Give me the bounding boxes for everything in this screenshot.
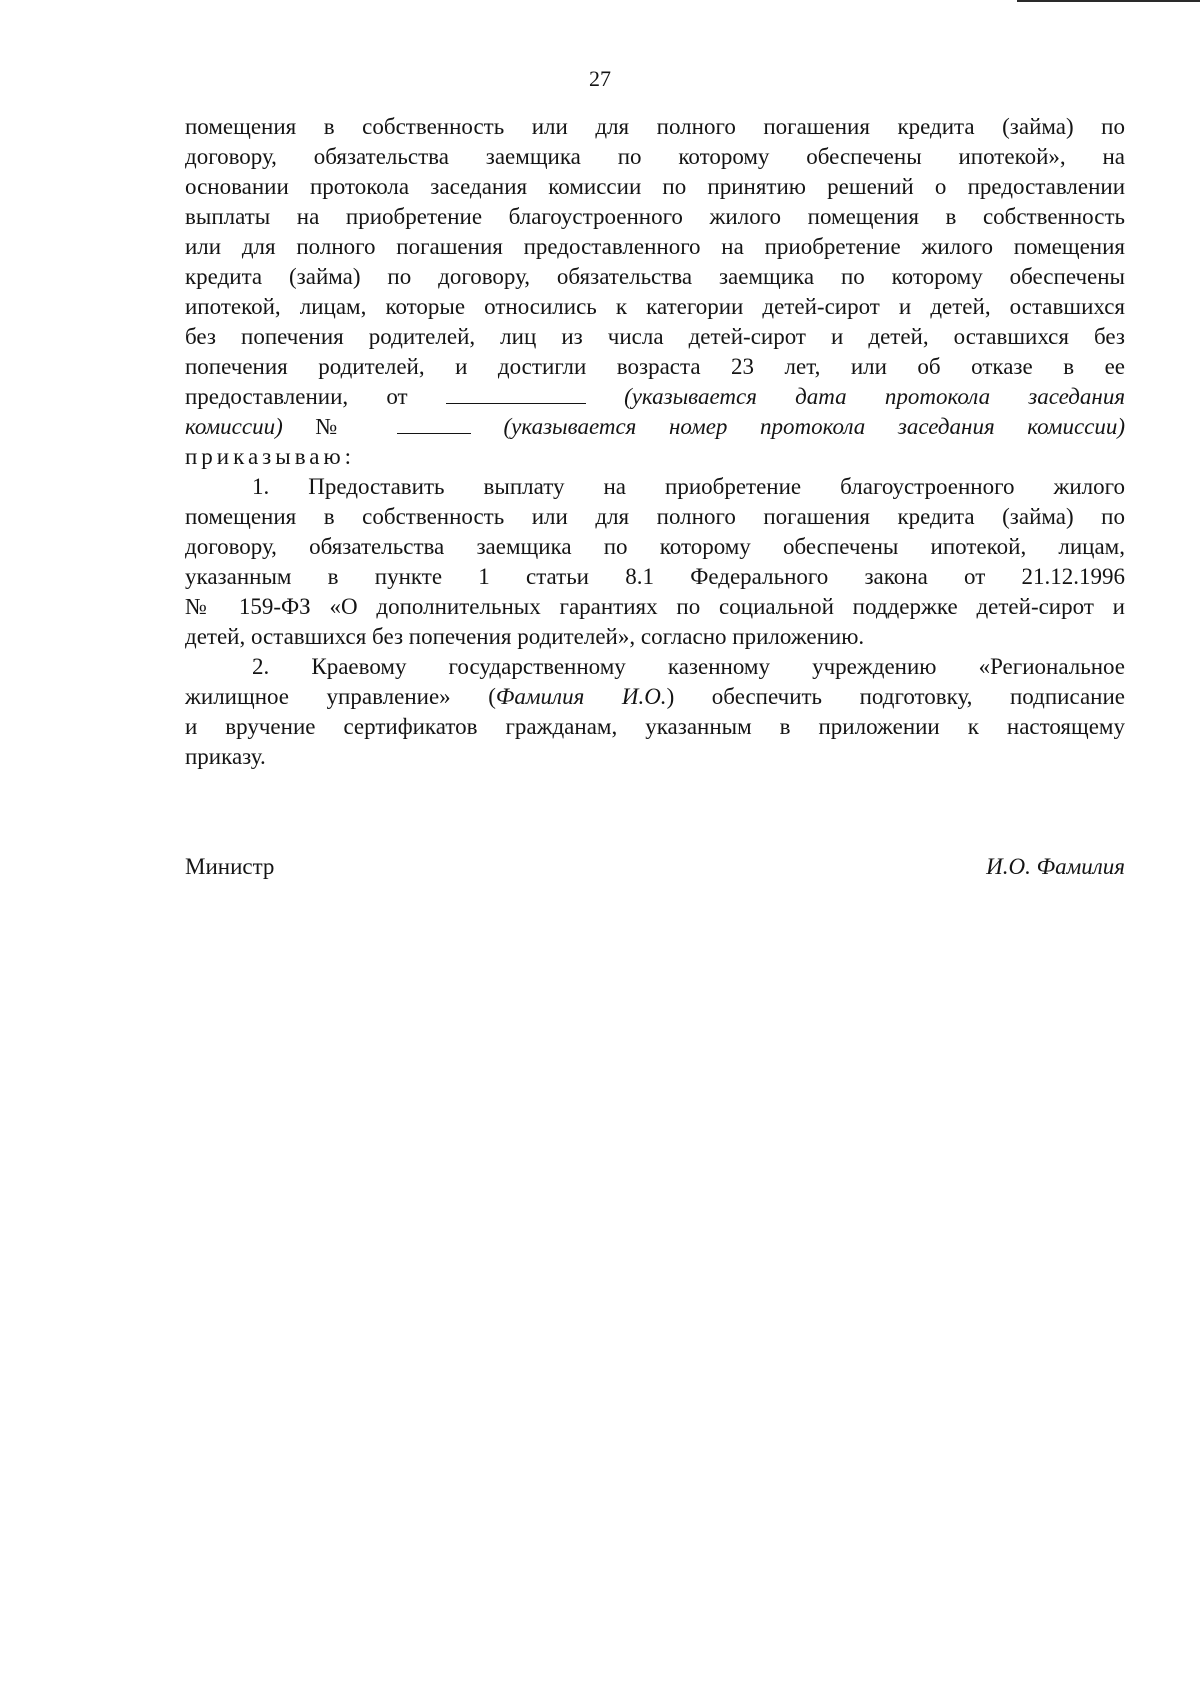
item-2-line: и вручение сертификатов гражданам, указанным в приложении к настоящему xyxy=(185,714,1125,739)
date-hint: (указывается дата протокола заседания xyxy=(624,384,1126,409)
intro-line: или для полного погашения предоставленного на приобретение жилого помещения xyxy=(185,234,1125,259)
item-1-line: помещения в собственность или для полного погашения кредита (займа) по xyxy=(185,504,1125,529)
item-1-line: № 159-ФЗ «О дополнительных гарантиях по социальной поддержке детей-сирот и xyxy=(185,594,1125,619)
signatory-title: Министр xyxy=(185,854,275,879)
protocol-number-line xyxy=(185,412,1125,442)
item-1-line: указанным в пункте 1 статьи 8.1 Федерального закона от 21.12.1996 xyxy=(185,564,1125,589)
intro-line: договору, обязательства заемщика по которому обеспечены ипотекой», на xyxy=(185,144,1125,169)
top-edge-rule xyxy=(1017,0,1200,2)
intro-line: попечения родителей, и достигли возраста 23 лет, или об отказе в ее xyxy=(185,354,1125,379)
item-2-text: ) обеспечить подготовку, подписание xyxy=(666,684,1125,709)
intro-line: кредита (займа) по договору, обязательства заемщика по которому обеспечены xyxy=(185,264,1125,289)
responsible-person: Фамилия И.О. xyxy=(495,684,667,709)
intro-text: предоставлении, от xyxy=(185,384,408,409)
number-hint: (указывается номер протокола заседания комиссии) xyxy=(503,414,1126,439)
page-number: 27 xyxy=(589,66,611,91)
item-1-line: детей, оставшихся без попечения родителей», согласно приложению. xyxy=(185,624,865,649)
item-2-line: 2. Краевому государственному казенному учреждению «Региональное xyxy=(252,654,1125,679)
intro-line: помещения в собственность или для полного погашения кредита (займа) по xyxy=(185,114,1125,139)
item-1-line: договору, обязательства заемщика по которому обеспечены ипотекой, лицам, xyxy=(185,534,1125,559)
item-2-text: жилищное управление» ( xyxy=(185,684,496,709)
protocol-date-line xyxy=(185,382,1125,412)
intro-line: ипотекой, лицам, которые относились к категории детей-сирот и детей, оставшихся xyxy=(185,294,1125,319)
document-body xyxy=(185,112,1125,772)
item-2-line xyxy=(185,682,1125,712)
intro-line: без попечения родителей, лиц из числа детей-сирот и детей, оставшихся без xyxy=(185,324,1125,349)
number-sign: № xyxy=(315,414,365,439)
order-word: приказываю: xyxy=(185,444,356,469)
protocol-date-blank xyxy=(446,383,586,404)
signatory-name: И.О. Фамилия xyxy=(986,854,1125,879)
item-1-line: 1. Предоставить выплату на приобретение благоустроенного жилого xyxy=(252,474,1125,499)
item-2-line: приказу. xyxy=(185,744,266,769)
protocol-number-blank xyxy=(397,413,471,434)
intro-line: основании протокола заседания комиссии по принятию решений о предоставлении xyxy=(185,174,1125,199)
intro-line: выплаты на приобретение благоустроенного жилого помещения в собственность xyxy=(185,204,1125,229)
commission-word: комиссии) xyxy=(185,414,283,439)
